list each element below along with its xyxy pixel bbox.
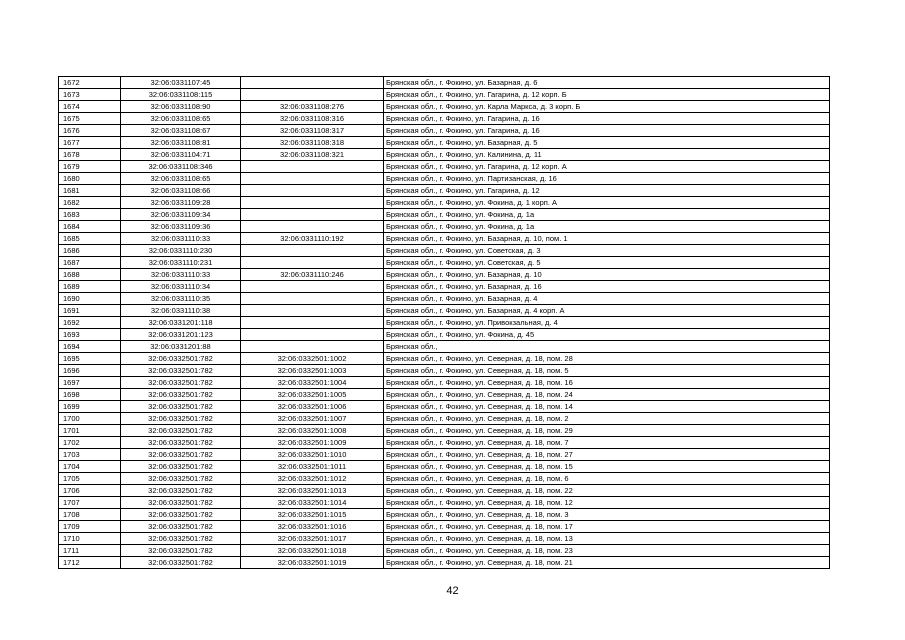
cadastral-number-cell: 32:06:0332501:782 (121, 365, 241, 377)
object-cadastral-number-cell: 32:06:0332501:1015 (241, 509, 384, 521)
registry-table (58, 76, 830, 569)
object-cadastral-number-cell: 32:06:0331110:246 (241, 269, 384, 281)
table-row (59, 185, 830, 197)
address-cell: Брянская обл., г. Фокино, ул. Северная, д. 18, пом. 23 (384, 545, 830, 557)
table-row (59, 533, 830, 545)
table-row (59, 233, 830, 245)
row-number-cell: 1675 (59, 113, 121, 125)
cadastral-number-cell: 32:06:0331110:231 (121, 257, 241, 269)
row-number-cell: 1680 (59, 173, 121, 185)
table-row (59, 149, 830, 161)
row-number-cell: 1677 (59, 137, 121, 149)
address-cell: Брянская обл., г. Фокино, ул. Северная, д. 18, пом. 2 (384, 413, 830, 425)
address-cell: Брянская обл., г. Фокино, ул. Привокзальная, д. 4 (384, 317, 830, 329)
table-row (59, 293, 830, 305)
address-cell: Брянская обл., г. Фокино, ул. Карла Маркса, д. 3 корп. Б (384, 101, 830, 113)
table-row (59, 377, 830, 389)
object-cadastral-number-cell (241, 161, 384, 173)
address-cell: Брянская обл., г. Фокино, ул. Северная, д. 18, пом. 12 (384, 497, 830, 509)
table-row (59, 353, 830, 365)
address-cell: Брянская обл., г. Фокино, ул. Северная, д. 18, пом. 22 (384, 485, 830, 497)
object-cadastral-number-cell (241, 281, 384, 293)
address-cell: Брянская обл., г. Фокино, ул. Северная, д. 18, пом. 13 (384, 533, 830, 545)
cadastral-number-cell: 32:06:0331108:115 (121, 89, 241, 101)
address-cell: Брянская обл., (384, 341, 830, 353)
cadastral-number-cell: 32:06:0332501:782 (121, 401, 241, 413)
cadastral-number-cell: 32:06:0331109:36 (121, 221, 241, 233)
cadastral-number-cell: 32:06:0331108:67 (121, 125, 241, 137)
cadastral-number-cell: 32:06:0332501:782 (121, 497, 241, 509)
table-row (59, 521, 830, 533)
address-cell: Брянская обл., г. Фокино, ул. Северная, д. 18, пом. 6 (384, 473, 830, 485)
object-cadastral-number-cell: 32:06:0332501:1014 (241, 497, 384, 509)
address-cell: Брянская обл., г. Фокино, ул. Фокина, д. 1а (384, 209, 830, 221)
row-number-cell: 1678 (59, 149, 121, 161)
registry-table-body (59, 77, 830, 569)
cadastral-number-cell: 32:06:0331108:90 (121, 101, 241, 113)
address-cell: Брянская обл., г. Фокино, ул. Северная, д. 18, пом. 14 (384, 401, 830, 413)
cadastral-number-cell: 32:06:0332501:782 (121, 389, 241, 401)
cadastral-number-cell: 32:06:0332501:782 (121, 377, 241, 389)
table-row (59, 77, 830, 89)
cadastral-number-cell: 32:06:0331104:71 (121, 149, 241, 161)
address-cell: Брянская обл., г. Фокино, ул. Базарная, д. 4 (384, 293, 830, 305)
address-cell: Брянская обл., г. Фокино, ул. Фокина, д. 1 корп. А (384, 197, 830, 209)
cadastral-number-cell: 32:06:0332501:782 (121, 473, 241, 485)
object-cadastral-number-cell (241, 257, 384, 269)
object-cadastral-number-cell (241, 329, 384, 341)
row-number-cell: 1684 (59, 221, 121, 233)
row-number-cell: 1682 (59, 197, 121, 209)
address-cell: Брянская обл., г. Фокино, ул. Северная, д. 18, пом. 15 (384, 461, 830, 473)
row-number-cell: 1706 (59, 485, 121, 497)
cadastral-number-cell: 32:06:0332501:782 (121, 533, 241, 545)
row-number-cell: 1703 (59, 449, 121, 461)
cadastral-number-cell: 32:06:0332501:782 (121, 413, 241, 425)
row-number-cell: 1690 (59, 293, 121, 305)
object-cadastral-number-cell: 32:06:0331108:321 (241, 149, 384, 161)
row-number-cell: 1696 (59, 365, 121, 377)
object-cadastral-number-cell (241, 317, 384, 329)
object-cadastral-number-cell: 32:06:0331110:192 (241, 233, 384, 245)
object-cadastral-number-cell: 32:06:0332501:1017 (241, 533, 384, 545)
cadastral-number-cell: 32:06:0332501:782 (121, 353, 241, 365)
table-row (59, 485, 830, 497)
row-number-cell: 1704 (59, 461, 121, 473)
cadastral-number-cell: 32:06:0331110:38 (121, 305, 241, 317)
table-row (59, 401, 830, 413)
object-cadastral-number-cell: 32:06:0332501:1019 (241, 557, 384, 569)
cadastral-number-cell: 32:06:0332501:782 (121, 485, 241, 497)
table-row (59, 317, 830, 329)
row-number-cell: 1697 (59, 377, 121, 389)
row-number-cell: 1689 (59, 281, 121, 293)
cadastral-number-cell: 32:06:0332501:782 (121, 437, 241, 449)
cadastral-number-cell: 32:06:0331108:65 (121, 113, 241, 125)
address-cell: Брянская обл., г. Фокино, ул. Гагарина, д. 16 (384, 125, 830, 137)
address-cell: Брянская обл., г. Фокино, ул. Северная, д. 18, пом. 7 (384, 437, 830, 449)
cadastral-number-cell: 32:06:0331110:230 (121, 245, 241, 257)
row-number-cell: 1711 (59, 545, 121, 557)
object-cadastral-number-cell: 32:06:0332501:1008 (241, 425, 384, 437)
address-cell: Брянская обл., г. Фокино, ул. Гагарина, д. 12 (384, 185, 830, 197)
table-row (59, 161, 830, 173)
table-row (59, 209, 830, 221)
cadastral-number-cell: 32:06:0331201:118 (121, 317, 241, 329)
cadastral-number-cell: 32:06:0331109:34 (121, 209, 241, 221)
object-cadastral-number-cell (241, 293, 384, 305)
row-number-cell: 1702 (59, 437, 121, 449)
table-row (59, 389, 830, 401)
object-cadastral-number-cell: 32:06:0331108:318 (241, 137, 384, 149)
address-cell: Брянская обл., г. Фокино, ул. Базарная, д. 5 (384, 137, 830, 149)
object-cadastral-number-cell: 32:06:0332501:1013 (241, 485, 384, 497)
table-row (59, 473, 830, 485)
row-number-cell: 1686 (59, 245, 121, 257)
cadastral-number-cell: 32:06:0331110:33 (121, 233, 241, 245)
address-cell: Брянская обл., г. Фокино, ул. Фокина, д. 45 (384, 329, 830, 341)
table-row (59, 221, 830, 233)
row-number-cell: 1701 (59, 425, 121, 437)
row-number-cell: 1672 (59, 77, 121, 89)
object-cadastral-number-cell (241, 305, 384, 317)
row-number-cell: 1710 (59, 533, 121, 545)
table-row (59, 173, 830, 185)
row-number-cell: 1674 (59, 101, 121, 113)
table-row (59, 365, 830, 377)
row-number-cell: 1707 (59, 497, 121, 509)
address-cell: Брянская обл., г. Фокино, ул. Фокина, д. 1а (384, 221, 830, 233)
cadastral-number-cell: 32:06:0331201:88 (121, 341, 241, 353)
object-cadastral-number-cell (241, 77, 384, 89)
address-cell: Брянская обл., г. Фокино, ул. Северная, д. 18, пом. 16 (384, 377, 830, 389)
object-cadastral-number-cell (241, 89, 384, 101)
object-cadastral-number-cell: 32:06:0332501:1004 (241, 377, 384, 389)
cadastral-number-cell: 32:06:0332501:782 (121, 461, 241, 473)
cadastral-number-cell: 32:06:0331107:45 (121, 77, 241, 89)
cadastral-number-cell: 32:06:0331109:28 (121, 197, 241, 209)
cadastral-number-cell: 32:06:0331110:33 (121, 269, 241, 281)
table-row (59, 509, 830, 521)
cadastral-number-cell: 32:06:0331108:66 (121, 185, 241, 197)
address-cell: Брянская обл., г. Фокино, ул. Северная, д. 18, пом. 5 (384, 365, 830, 377)
address-cell: Брянская обл., г. Фокино, ул. Базарная, д. 16 (384, 281, 830, 293)
row-number-cell: 1709 (59, 521, 121, 533)
table-row (59, 461, 830, 473)
cadastral-number-cell: 32:06:0331108:346 (121, 161, 241, 173)
address-cell: Брянская обл., г. Фокино, ул. Партизанская, д. 16 (384, 173, 830, 185)
row-number-cell: 1705 (59, 473, 121, 485)
row-number-cell: 1685 (59, 233, 121, 245)
row-number-cell: 1695 (59, 353, 121, 365)
row-number-cell: 1676 (59, 125, 121, 137)
object-cadastral-number-cell (241, 341, 384, 353)
address-cell: Брянская обл., г. Фокино, ул. Базарная, д. 10, пом. 1 (384, 233, 830, 245)
address-cell: Брянская обл., г. Фокино, ул. Базарная, д. 10 (384, 269, 830, 281)
cadastral-number-cell: 32:06:0332501:782 (121, 509, 241, 521)
row-number-cell: 1693 (59, 329, 121, 341)
row-number-cell: 1688 (59, 269, 121, 281)
cadastral-number-cell: 32:06:0331110:34 (121, 281, 241, 293)
cadastral-number-cell: 32:06:0331110:35 (121, 293, 241, 305)
address-cell: Брянская обл., г. Фокино, ул. Советская, д. 3 (384, 245, 830, 257)
address-cell: Брянская обл., г. Фокино, ул. Базарная, д. 4 корп. А (384, 305, 830, 317)
address-cell: Брянская обл., г. Фокино, ул. Калинина, д. 11 (384, 149, 830, 161)
object-cadastral-number-cell: 32:06:0332501:1011 (241, 461, 384, 473)
row-number-cell: 1673 (59, 89, 121, 101)
object-cadastral-number-cell (241, 197, 384, 209)
table-row (59, 413, 830, 425)
address-cell: Брянская обл., г. Фокино, ул. Гагарина, д. 12 корп. А (384, 161, 830, 173)
object-cadastral-number-cell: 32:06:0332501:1009 (241, 437, 384, 449)
row-number-cell: 1712 (59, 557, 121, 569)
object-cadastral-number-cell: 32:06:0332501:1003 (241, 365, 384, 377)
row-number-cell: 1692 (59, 317, 121, 329)
object-cadastral-number-cell: 32:06:0331108:317 (241, 125, 384, 137)
table-row (59, 437, 830, 449)
row-number-cell: 1700 (59, 413, 121, 425)
cadastral-number-cell: 32:06:0331201:123 (121, 329, 241, 341)
object-cadastral-number-cell (241, 209, 384, 221)
row-number-cell: 1694 (59, 341, 121, 353)
table-row (59, 269, 830, 281)
object-cadastral-number-cell (241, 221, 384, 233)
table-row (59, 101, 830, 113)
row-number-cell: 1683 (59, 209, 121, 221)
table-row (59, 341, 830, 353)
cadastral-number-cell: 32:06:0332501:782 (121, 557, 241, 569)
cadastral-number-cell: 32:06:0331108:81 (121, 137, 241, 149)
cadastral-number-cell: 32:06:0332501:782 (121, 425, 241, 437)
address-cell: Брянская обл., г. Фокино, ул. Северная, д. 18, пом. 28 (384, 353, 830, 365)
cadastral-number-cell: 32:06:0331108:65 (121, 173, 241, 185)
object-cadastral-number-cell: 32:06:0332501:1018 (241, 545, 384, 557)
object-cadastral-number-cell (241, 245, 384, 257)
row-number-cell: 1679 (59, 161, 121, 173)
row-number-cell: 1691 (59, 305, 121, 317)
table-row (59, 545, 830, 557)
cadastral-number-cell: 32:06:0332501:782 (121, 521, 241, 533)
object-cadastral-number-cell: 32:06:0332501:1002 (241, 353, 384, 365)
table-row (59, 125, 830, 137)
row-number-cell: 1699 (59, 401, 121, 413)
row-number-cell: 1687 (59, 257, 121, 269)
table-row (59, 257, 830, 269)
address-cell: Брянская обл., г. Фокино, ул. Северная, д. 18, пом. 27 (384, 449, 830, 461)
table-row (59, 425, 830, 437)
table-row (59, 137, 830, 149)
table-row (59, 113, 830, 125)
object-cadastral-number-cell: 32:06:0332501:1012 (241, 473, 384, 485)
row-number-cell: 1698 (59, 389, 121, 401)
object-cadastral-number-cell: 32:06:0332501:1016 (241, 521, 384, 533)
table-row (59, 449, 830, 461)
object-cadastral-number-cell: 32:06:0332501:1010 (241, 449, 384, 461)
address-cell: Брянская обл., г. Фокино, ул. Гагарина, д. 16 (384, 113, 830, 125)
address-cell: Брянская обл., г. Фокино, ул. Северная, д. 18, пом. 21 (384, 557, 830, 569)
object-cadastral-number-cell: 32:06:0332501:1005 (241, 389, 384, 401)
table-row (59, 281, 830, 293)
row-number-cell: 1708 (59, 509, 121, 521)
object-cadastral-number-cell (241, 185, 384, 197)
table-row (59, 557, 830, 569)
object-cadastral-number-cell: 32:06:0331108:316 (241, 113, 384, 125)
address-cell: Брянская обл., г. Фокино, ул. Базарная, д. 6 (384, 77, 830, 89)
address-cell: Брянская обл., г. Фокино, ул. Северная, д. 18, пом. 29 (384, 425, 830, 437)
address-cell: Брянская обл., г. Фокино, ул. Северная, д. 18, пом. 3 (384, 509, 830, 521)
row-number-cell: 1681 (59, 185, 121, 197)
object-cadastral-number-cell: 32:06:0331108:276 (241, 101, 384, 113)
cadastral-number-cell: 32:06:0332501:782 (121, 449, 241, 461)
address-cell: Брянская обл., г. Фокино, ул. Северная, д. 18, пом. 24 (384, 389, 830, 401)
table-row (59, 329, 830, 341)
object-cadastral-number-cell (241, 173, 384, 185)
address-cell: Брянская обл., г. Фокино, ул. Советская, д. 5 (384, 257, 830, 269)
table-row (59, 305, 830, 317)
table-row (59, 89, 830, 101)
table-row (59, 197, 830, 209)
cadastral-number-cell: 32:06:0332501:782 (121, 545, 241, 557)
object-cadastral-number-cell: 32:06:0332501:1007 (241, 413, 384, 425)
table-row (59, 245, 830, 257)
page-number: 42 (446, 585, 459, 597)
address-cell: Брянская обл., г. Фокино, ул. Северная, д. 18, пом. 17 (384, 521, 830, 533)
object-cadastral-number-cell: 32:06:0332501:1006 (241, 401, 384, 413)
address-cell: Брянская обл., г. Фокино, ул. Гагарина, д. 12 корп. Б (384, 89, 830, 101)
table-row (59, 497, 830, 509)
